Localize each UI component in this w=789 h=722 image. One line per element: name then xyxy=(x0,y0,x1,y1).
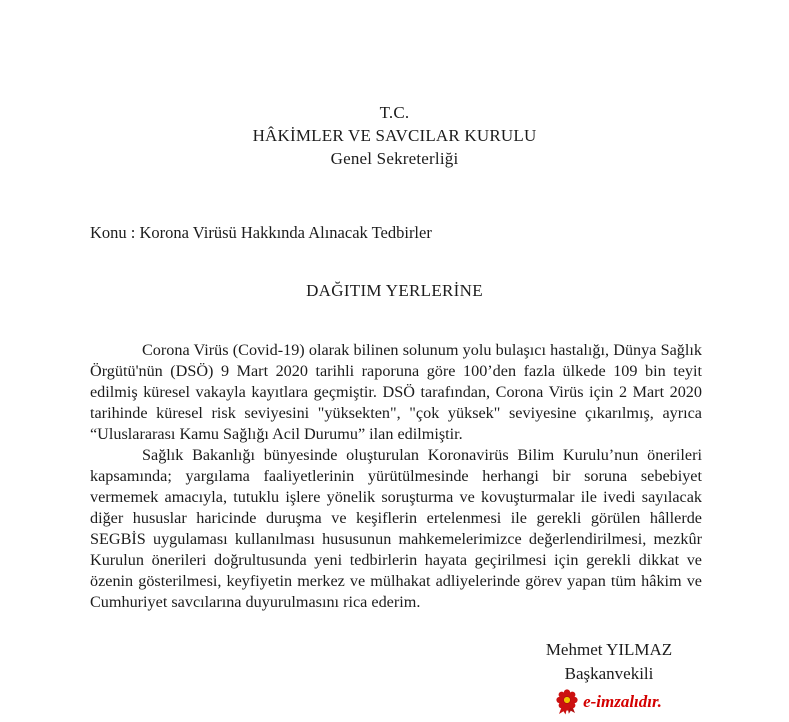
paragraph-2: Sağlık Bakanlığı bünyesinde oluşturulan Koronavirüs Bilim Kurulu’nun önerileri kapsamında; yargılama faaliyetlerinin yürütülmesinde herhangi bir soruna sebebiyet vermemek amacıyla, tutuklu işlere yönelik soruşturma ve kovuşturmalar ile ivedi sayılacak diğer hususlar haricinde duruşma ve keşiflerin ertelenmesi ile gerekli görülen hâllerde SEGBİS uygulaması kullanılması hususunun mahkemelerimizce değerlendirilmesi, mezkûr Kurulun önerileri doğrultusunda yeni tedbirlerin hayata geçirilmesi için gerekli dikkat ve özenin gösterilmesi, keyfiyetin merkez ve mülhakat adliyelerinde görev yapan tüm hâkim ve Cumhuriyet savcılarına duyurulmasını rica ederim. xyxy=(90,446,702,611)
letter-body xyxy=(90,340,702,613)
rosette-seal-icon xyxy=(556,689,578,715)
paragraph-1: Corona Virüs (Covid-19) olarak bilinen solunum yolu bulaşıcı hastalığı, Dünya Sağlık Örgütü'nün (DSÖ) 9 Mart 2020 tarihli raporuna göre 100’den fazla ülkede 109 bin teyit edilmiş küresel vakayla kayıtlara geçmiştir. DSÖ tarafından, Corona Virüs için 2 Mart 2020 tarihinde küresel risk seviyesini "yüksekten", "çok yüksek" seviyesine çıkarılmış, ayrıca “Uluslararası Kamu Sağlığı Acil Durumu” ilan edilmiştir. xyxy=(90,341,702,443)
state-abbreviation: T.C. xyxy=(379,103,410,122)
department-name: Genel Sekreterliği xyxy=(330,149,459,168)
institution-name: HÂKİMLER VE SAVCILAR KURULU xyxy=(252,126,537,145)
signatory-title: Başkanvekili xyxy=(564,664,654,683)
signature-block xyxy=(497,638,721,715)
esign-label: e-imzalıdır. xyxy=(583,692,662,711)
signatory-name: Mehmet YILMAZ xyxy=(545,640,673,659)
esign-line xyxy=(497,689,721,715)
letterhead xyxy=(0,101,789,170)
subject-line: Konu : Korona Virüsü Hakkında Alınacak Tedbirler xyxy=(90,223,432,242)
recipient-heading: DAĞITIM YERLERİNE xyxy=(306,281,483,300)
